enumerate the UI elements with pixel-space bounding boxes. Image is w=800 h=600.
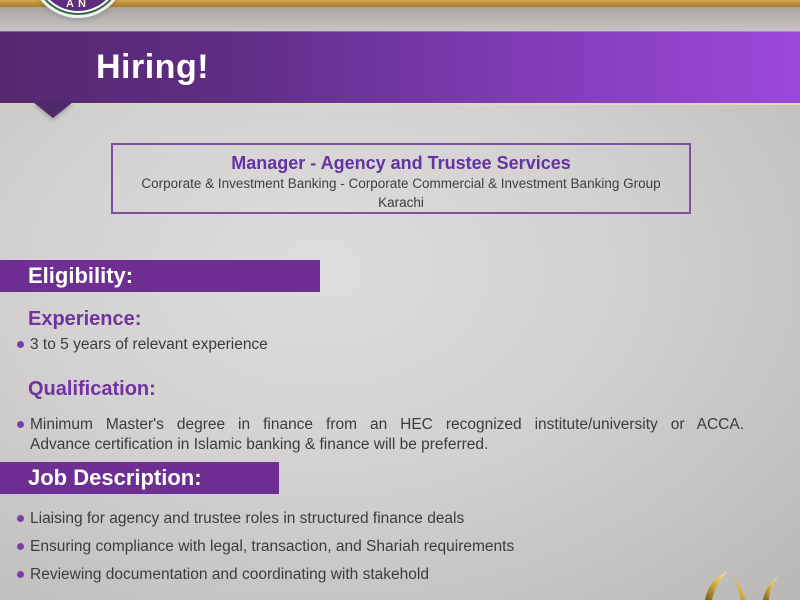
job-location: Karachi bbox=[378, 195, 424, 210]
bullet-dot-icon bbox=[17, 421, 24, 428]
qualification-bullet-text bbox=[30, 415, 744, 455]
experience-bullet bbox=[17, 335, 268, 354]
job-description-section-bar: Job Description: bbox=[0, 462, 279, 494]
job-title: Manager - Agency and Trustee Services bbox=[231, 153, 571, 173]
job-description-bullet-text: Reviewing documentation and coordinating with stakehold bbox=[30, 566, 429, 583]
job-description-bullet bbox=[17, 537, 514, 556]
job-title-box bbox=[111, 143, 691, 214]
top-gold-bar bbox=[0, 0, 800, 7]
ribbon-tail bbox=[33, 102, 73, 118]
bullet-dot-icon bbox=[17, 341, 24, 348]
bank-seal-logo bbox=[37, 0, 119, 11]
qualification-heading: Qualification: bbox=[28, 378, 156, 400]
banner-gold-underline bbox=[0, 103, 800, 105]
bullet-dot-icon bbox=[17, 515, 24, 522]
eligibility-section-bar: Eligibility: bbox=[0, 260, 320, 292]
bullet-dot-icon bbox=[17, 571, 24, 578]
bank-seal-logo-letters: AN bbox=[66, 0, 90, 10]
hiring-banner bbox=[0, 31, 800, 103]
experience-bullet-text: 3 to 5 years of relevant experience bbox=[30, 336, 268, 353]
qualification-line-1: Minimum Master's degree in finance from an HEC recognized institute/university or ACCA. bbox=[30, 416, 744, 433]
job-description-bullet bbox=[17, 509, 464, 528]
hiring-banner-title: Hiring! bbox=[96, 48, 210, 86]
qualification-line-2: Advance certification in Islamic banking & finance will be preferred. bbox=[30, 436, 489, 453]
job-description-bullet-text: Liaising for agency and trustee roles in structured finance deals bbox=[30, 510, 465, 527]
job-department: Corporate & Investment Banking - Corporate Commercial & Investment Banking Group bbox=[141, 176, 661, 191]
job-description-bullet bbox=[17, 565, 429, 584]
bullet-dot-icon bbox=[17, 543, 24, 550]
qualification-bullet bbox=[17, 415, 745, 455]
job-description-bullet-text: Ensuring compliance with legal, transaction, and Shariah requirements bbox=[30, 538, 515, 555]
experience-heading: Experience: bbox=[28, 308, 142, 330]
laurel-wreath-icon bbox=[693, 572, 783, 600]
